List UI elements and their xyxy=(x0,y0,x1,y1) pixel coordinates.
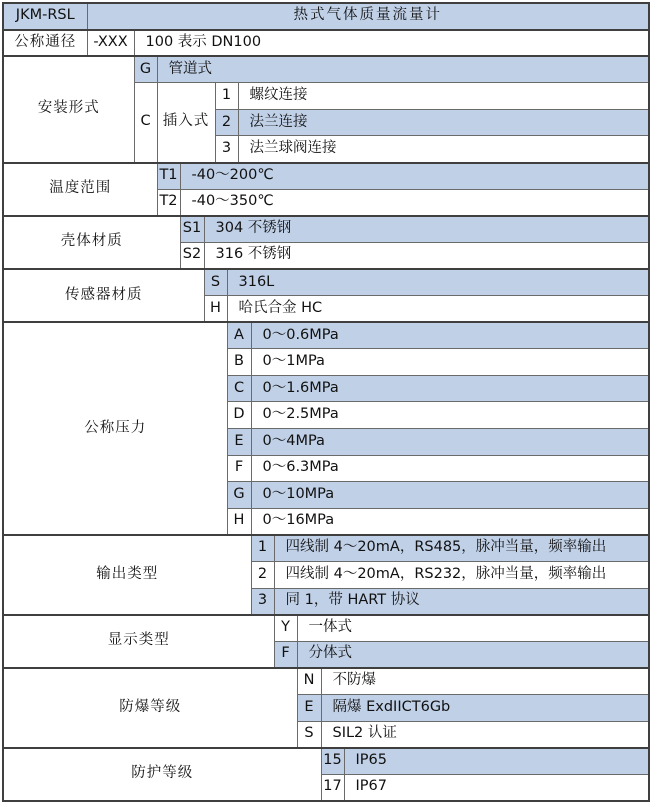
output-desc: 同 1，带 HART 协议 xyxy=(274,588,649,615)
pressure-desc: 0～0.6MPa xyxy=(251,322,649,349)
temperature-code: T1 xyxy=(157,163,180,190)
temperature-label: 温度范围 xyxy=(3,163,157,216)
protection-code: 15 xyxy=(321,748,344,775)
output-desc: 四线制 4～20mA，RS485，脉冲当量，频率输出 xyxy=(274,535,649,562)
output-code: 3 xyxy=(251,588,274,615)
nominal-diameter-row xyxy=(3,30,649,57)
installation-pipeline-row xyxy=(3,56,649,83)
pressure-desc: 0～16MPa xyxy=(251,508,649,535)
pressure-row xyxy=(3,322,649,349)
housing-desc: 316 不锈钢 xyxy=(204,242,649,269)
product-title-cell: 热式气体质量流量计 xyxy=(87,3,649,30)
insertion-option-code: 1 xyxy=(215,83,238,110)
insertion-option-code: 2 xyxy=(215,109,238,136)
display-label: 显示类型 xyxy=(3,615,274,668)
explosion-row xyxy=(3,668,649,695)
pressure-code: E xyxy=(227,429,251,456)
pressure-code: G xyxy=(227,482,251,509)
output-row xyxy=(3,535,649,562)
housing-desc: 304 不锈钢 xyxy=(204,216,649,243)
ordering-code-table xyxy=(2,2,650,802)
protection-label: 防护等级 xyxy=(3,748,321,801)
insertion-option-code: 3 xyxy=(215,136,238,163)
explosion-label: 防爆等级 xyxy=(3,668,297,748)
explosion-code: N xyxy=(297,668,321,695)
temperature-desc: -40～200℃ xyxy=(180,163,649,190)
display-desc: 一体式 xyxy=(297,615,649,642)
pipeline-code: G xyxy=(134,56,157,83)
pressure-code: D xyxy=(227,402,251,429)
insertion-option-desc: 法兰球阀连接 xyxy=(238,136,649,163)
header-row xyxy=(3,3,649,30)
pressure-desc: 0～1MPa xyxy=(251,349,649,376)
model-code-cell: JKM-RSL xyxy=(3,3,87,30)
explosion-code: E xyxy=(297,694,321,721)
insertion-name: 插入式 xyxy=(157,83,215,163)
housing-label: 壳体材质 xyxy=(3,216,180,269)
housing-code: S2 xyxy=(180,242,204,269)
pressure-code: C xyxy=(227,375,251,402)
sensor-code: S xyxy=(204,269,227,296)
explosion-desc: SIL2 认证 xyxy=(321,721,649,748)
protection-code: 17 xyxy=(321,774,344,801)
display-code: Y xyxy=(274,615,297,642)
explosion-desc: 隔爆 ExdIICT6Gb xyxy=(321,694,649,721)
output-desc: 四线制 4～20mA，RS232，脉冲当量，频率输出 xyxy=(274,561,649,588)
display-desc: 分体式 xyxy=(297,641,649,668)
nominal-diameter-label: 公称通径 xyxy=(3,30,87,57)
sensor-desc: 哈氏合金 HC xyxy=(227,296,649,323)
housing-code: S1 xyxy=(180,216,204,243)
pressure-code: A xyxy=(227,322,251,349)
nominal-diameter-code: -XXX xyxy=(87,30,134,57)
sensor-desc: 316L xyxy=(227,269,649,296)
pipeline-desc: 管道式 xyxy=(157,56,649,83)
protection-row xyxy=(3,748,649,775)
pressure-desc: 0～4MPa xyxy=(251,429,649,456)
sensor-code: H xyxy=(204,296,227,323)
output-code: 1 xyxy=(251,535,274,562)
insertion-option-desc: 法兰连接 xyxy=(238,109,649,136)
housing-row xyxy=(3,216,649,243)
temperature-code: T2 xyxy=(157,189,180,216)
temperature-desc: -40～350℃ xyxy=(180,189,649,216)
installation-label: 安装形式 xyxy=(3,56,134,162)
pressure-desc: 0～1.6MPa xyxy=(251,375,649,402)
display-row xyxy=(3,615,649,642)
protection-desc: IP65 xyxy=(344,748,649,775)
temperature-row xyxy=(3,163,649,190)
pressure-code: F xyxy=(227,455,251,482)
protection-desc: IP67 xyxy=(344,774,649,801)
pressure-code: H xyxy=(227,508,251,535)
sensor-row xyxy=(3,269,649,296)
output-label: 输出类型 xyxy=(3,535,251,615)
pressure-desc: 0～2.5MPa xyxy=(251,402,649,429)
nominal-diameter-desc: 100 表示 DN100 xyxy=(134,30,649,57)
output-code: 2 xyxy=(251,561,274,588)
pressure-desc: 0～10MPa xyxy=(251,482,649,509)
display-code: F xyxy=(274,641,297,668)
explosion-code: S xyxy=(297,721,321,748)
insertion-option-desc: 螺纹连接 xyxy=(238,83,649,110)
pressure-label: 公称压力 xyxy=(3,322,227,535)
sensor-label: 传感器材质 xyxy=(3,269,204,322)
pressure-code: B xyxy=(227,349,251,376)
insertion-code: C xyxy=(134,83,157,163)
pressure-desc: 0～6.3MPa xyxy=(251,455,649,482)
explosion-desc: 不防爆 xyxy=(321,668,649,695)
